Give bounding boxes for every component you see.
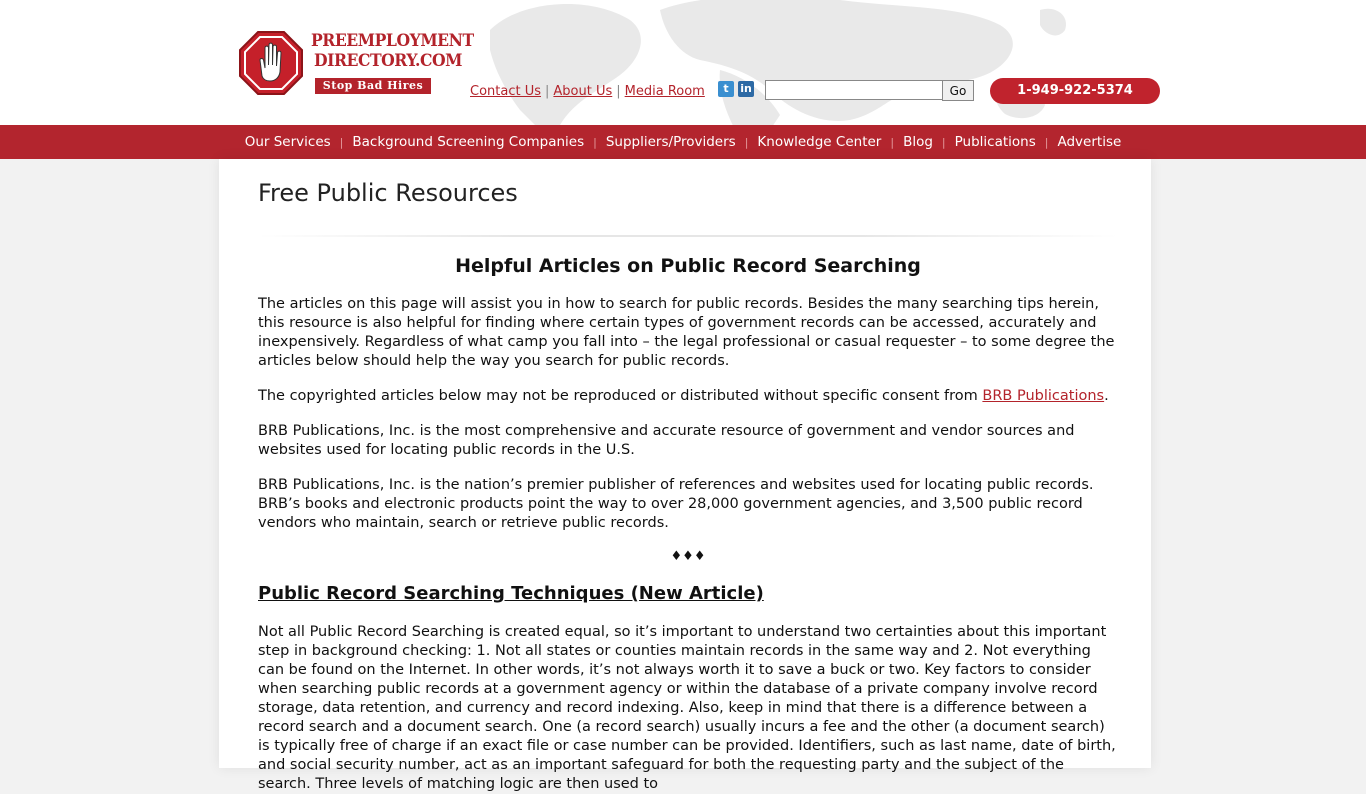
title-divider (258, 235, 1118, 237)
nav-item-suppliers-providers[interactable]: Suppliers/Providers (605, 134, 736, 150)
diamond-divider: ♦♦♦ (670, 549, 706, 564)
link-separator: | (616, 84, 621, 99)
site-header (0, 0, 1366, 125)
page-title: Free Public Resources (258, 179, 518, 207)
brb-publisher-paragraph: BRB Publications, Inc. is the nation’s premier publisher of references and websites used for locating public records. BRB’s books and electronic products point the way to over 28,000 government agencies, and 3,500 public record vendors who maintain, search or retrieve public records. (258, 477, 1094, 531)
main-nav (0, 125, 1366, 159)
logo-tagline: Stop Bad Hires (315, 78, 431, 94)
phone-number-button[interactable]: 1-949-922-5374 (990, 78, 1160, 104)
intro-paragraph: The articles on this page will assist you in how to search for public records. Besides the many searching tips herein, this resource is also helpful for finding where certain types of government records can be accessed, accurately and inexpensively. Regardless of what camp you fall into – the legal professional or casual requester – to some degree the articles below should help the way you search for public records. (258, 296, 1115, 369)
nav-list (0, 125, 1366, 159)
section-heading: Helpful Articles on Public Record Searching (455, 255, 921, 277)
media-room-link[interactable]: Media Room (624, 84, 705, 99)
nav-separator: | (744, 135, 749, 149)
go-button[interactable]: Go (942, 80, 974, 101)
linkedin-icon[interactable]: in (738, 81, 754, 97)
nav-item-blog[interactable]: Blog (903, 134, 933, 150)
nav-separator: | (593, 135, 597, 149)
nav-separator: | (941, 135, 946, 149)
nav-item-publications[interactable]: Publications (954, 134, 1036, 150)
search-input[interactable] (765, 80, 943, 100)
brb-publications-link[interactable]: BRB Publications (982, 388, 1105, 404)
copyright-text: The copyrighted articles below may not be reproduced or distributed without specific consent from (258, 388, 983, 404)
nav-item-our-services[interactable]: Our Services (244, 134, 331, 150)
article-title-link[interactable]: Public Record Searching Techniques (New Article) (258, 583, 764, 604)
about-us-link[interactable]: About Us (553, 84, 613, 99)
link-separator: | (545, 84, 550, 99)
nav-separator: | (1044, 135, 1049, 149)
nav-item-background-screening-companies[interactable]: Background Screening Companies (352, 134, 585, 150)
stop-hand-icon (238, 30, 304, 96)
world-map-background (480, 0, 1140, 130)
nav-separator: | (890, 135, 895, 149)
main-content (219, 159, 1151, 792)
logo-line-1: PREEMPLOYMENT (311, 31, 474, 51)
copyright-paragraph (258, 387, 1120, 406)
nav-item-advertise[interactable]: Advertise (1057, 134, 1122, 150)
twitter-icon[interactable]: t (718, 81, 734, 97)
top-links (470, 84, 705, 99)
nav-separator: | (339, 135, 344, 149)
nav-item-knowledge-center[interactable]: Knowledge Center (757, 134, 882, 150)
site-logo[interactable] (238, 30, 474, 100)
article-paragraph: Not all Public Record Searching is created equal, so it’s important to understand two certainties about this important step in background checking: 1. Not all states or counties maintain records in the same way and 2. Not everything can be found on the Internet. In other words, it’s not always worth it to save a buck or two. Key factors to consider when searching public records at a government agency or within the database of a private company involve record storage, data retention, and currency and record indexing. Also, keep in mind that there is a difference between a record search and a document search. One (a record search) usually incurs a fee and the other (a document search) is typically free of charge if an exact file or case number can be provided. Identifiers, such as last name, date of birth, and social security number, act as an important safeguard for both the requesting party and the subject of the search. Three levels of matching logic are then used to (258, 624, 1116, 792)
logo-line-2: DIRECTORY.COM (314, 51, 463, 71)
contact-us-link[interactable]: Contact Us (470, 84, 541, 99)
copyright-period: . (1104, 388, 1109, 404)
brb-description-paragraph: BRB Publications, Inc. is the most comprehensive and accurate resource of government and vendor sources and websites used for locating public records in the U.S. (258, 423, 1075, 458)
